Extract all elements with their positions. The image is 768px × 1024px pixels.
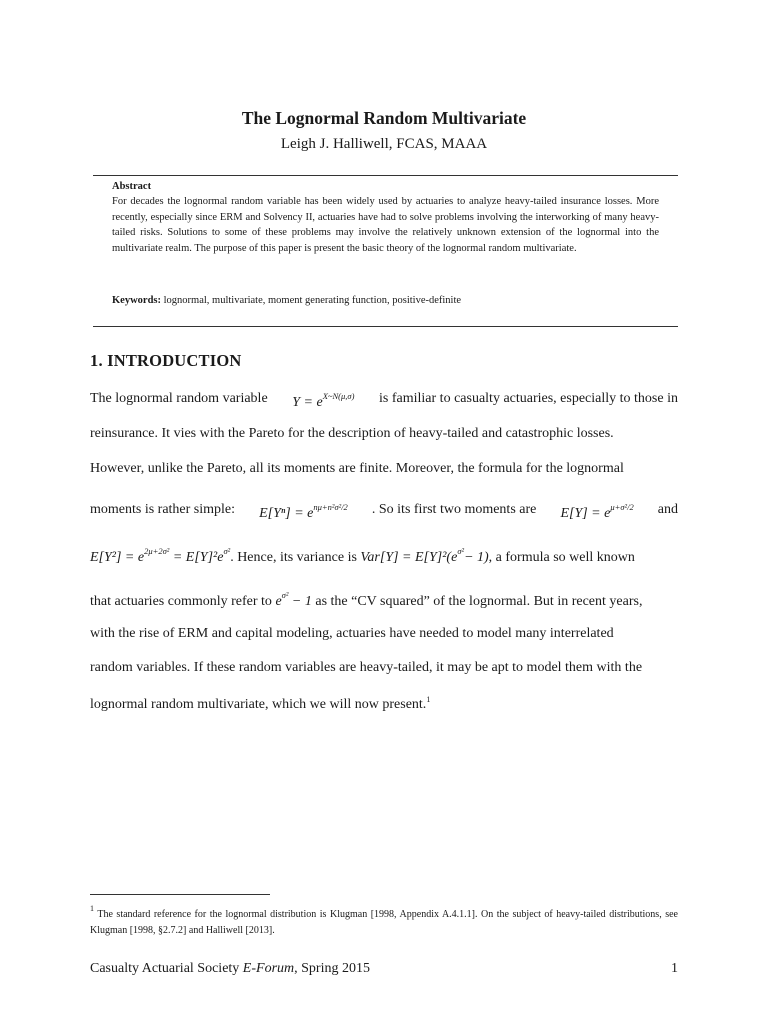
intro-text: moments is rather simple: <box>90 502 236 517</box>
abstract-body: For decades the lognormal random variable has been widely used by actuaries to analyze heavy-tailed insurance losses. More recently, especially since ERM and Solvency II, actuaries have had to solve problems involving the interworking of many heavy-tailed risks. Solutions to some of these problems may involve the relatively unknown extension of the lognormal into the multivariate realm. The purpose of this paper is present the basic theory of the lognormal random multivariate. <box>112 196 659 254</box>
intro-text: The lognormal random variable <box>90 391 268 406</box>
footnote <box>90 901 678 938</box>
author-line: Leigh J. Halliwell, FCAS, MAAA <box>280 136 488 152</box>
intro-line-6 <box>90 590 678 610</box>
intro-text: lognormal random multivariate, which we will now present. <box>90 697 427 712</box>
intro-line-5 <box>90 546 678 566</box>
intro-line-2 <box>90 426 678 442</box>
intro-line-8 <box>90 660 678 676</box>
abstract-block <box>112 181 659 256</box>
paper-title: The Lognormal Random Multivariate <box>241 108 527 128</box>
intro-text: , a formula so well known <box>488 550 635 565</box>
intro-text: with the rise of ERM and capital modeling, actuaries have needed to model many interrelated <box>90 626 614 641</box>
intro-text: However, unlike the Pareto, all its moments are finite. Moreover, the formula for the lognormal <box>90 461 624 476</box>
intro-line-4 <box>90 502 678 522</box>
intro-text: and <box>657 502 678 517</box>
intro-text: reinsurance. It vies with the Pareto for the description of heavy-tailed and catastrophic losses. <box>90 426 614 441</box>
keywords-label: Keywords: <box>112 295 161 306</box>
intro-text: . So its first two moments are <box>371 502 537 517</box>
intro-line-1 <box>90 391 678 411</box>
section-heading: 1. INTRODUCTION <box>90 351 242 370</box>
keywords-line <box>112 295 659 306</box>
intro-line-3 <box>90 461 678 477</box>
equation-first-moment: $E[Y] = e^{\mu+\sigma^2/2}$ <box>560 502 634 521</box>
abstract-bottom-rule <box>93 326 678 327</box>
intro-line-9 <box>90 695 678 713</box>
footnote-rule <box>90 894 270 895</box>
keywords-text: lognormal, multivariate, moment generating function, positive-definite <box>163 295 462 306</box>
equation-lognormal: $Y = e^{X\sim N(\mu,\sigma)}$ <box>292 391 355 410</box>
footnote-marker: 1 <box>90 904 94 913</box>
equation-second-moment: $E[Y^2] = e^{2\mu+2\sigma^2}$ <box>90 546 170 565</box>
footer-publication: Casualty Actuarial Society E-Forum, Spring 2015 <box>90 961 370 976</box>
intro-text: . Hence, its variance is <box>230 550 357 565</box>
intro-text: that actuaries commonly refer to <box>90 594 272 609</box>
footnote-text: The standard reference for the lognormal distribution is Klugman [1998, Appendix A.4.1.1]. On the subject of heavy-tailed distributions, see Klugman [1998, §2.7.2] and Halliwell [2013]. <box>90 909 678 936</box>
intro-text: random variables. If these random variables are heavy-tailed, it may be apt to model them with the <box>90 660 643 675</box>
footnote-reference: 1 <box>426 695 431 704</box>
equation-nth-moment: $E[Y^n] = e^{n\mu+n^2\sigma^2/2}$ <box>259 502 348 521</box>
abstract-heading: Abstract <box>112 181 152 192</box>
equation-second-moment-alt: = $E[Y]^2e^{\sigma^2}$ <box>172 546 231 565</box>
equation-cv-squared: $e^{\sigma^2} - 1$ <box>275 590 312 609</box>
abstract-top-rule <box>93 175 678 176</box>
equation-variance: $Var[Y] = E[Y]^2(e^{\sigma^2}- 1)$ <box>360 546 489 565</box>
page-number: 1 <box>671 961 678 976</box>
intro-text: is familiar to casualty actuaries, especially to those in <box>379 391 678 406</box>
intro-line-7 <box>90 626 678 642</box>
intro-text: as the “CV squared” of the lognormal. But in recent years, <box>315 594 643 609</box>
